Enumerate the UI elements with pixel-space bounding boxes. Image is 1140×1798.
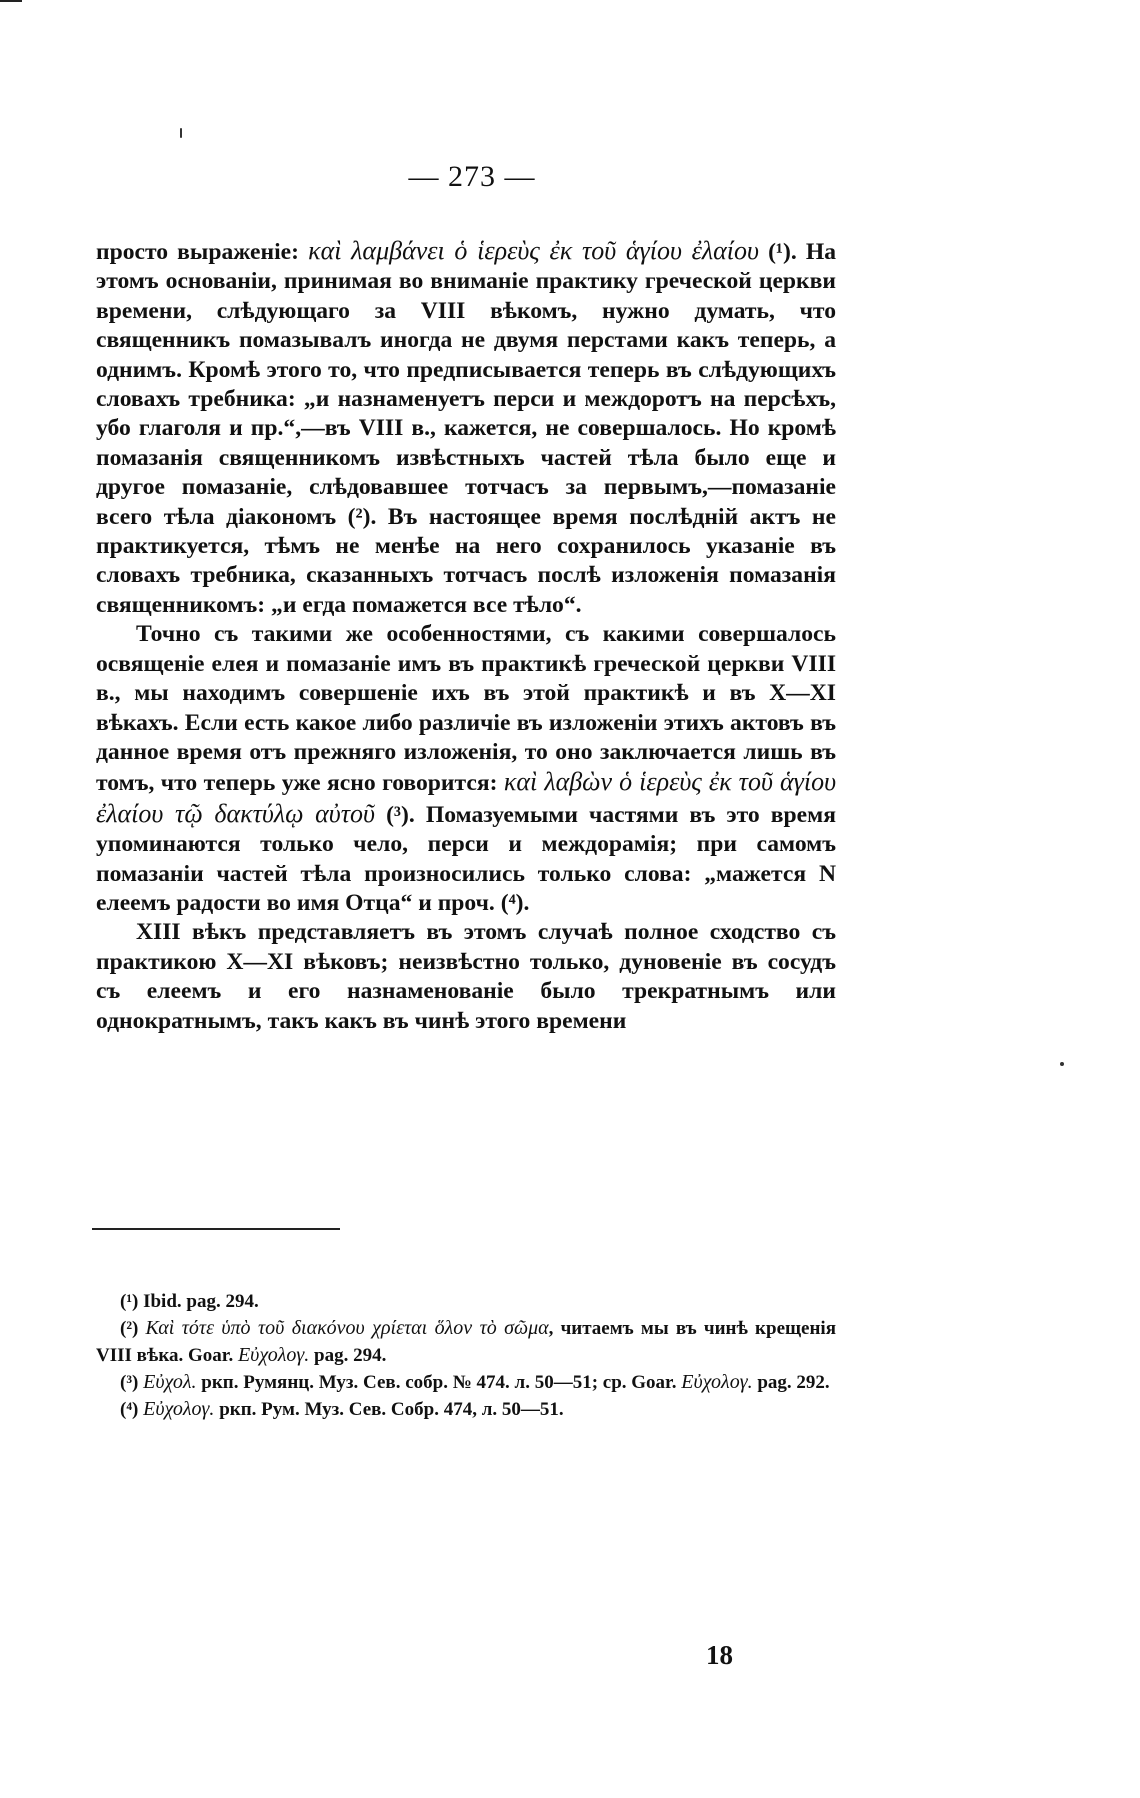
page-number: — 273 — [408,160,536,193]
signature-mark: 18 [706,1640,733,1670]
footnote [96,1369,836,1396]
text-run: просто выраженіе: [96,239,309,265]
paragraph [96,918,836,1036]
text-run: (³). Помазуемыми частями въ это время упоминаются только чело, перси и междорамія; при самомъ помазаніи частей тѣла произносились только слова: „мажется N елеемъ радости во имя Отца“ и проч. (⁴). [96,801,836,916]
text-run: (¹). На этомъ основаніи, принимая во вниманіе практику греческой церкви времени, слѣдующаго за VIII вѣкомъ, нужно думать, что священникъ помазывалъ иногда не двумя перстами какъ теперь, а однимъ. Кромѣ этого то, что предписывается теперь въ слѣдующихъ словахъ требника: „и назнаменуетъ перси и междоротъ на персѣхъ, убо глаголя и пр.“,—въ VIII в., кажется, не совершалось. Но кромѣ помазанія священникомъ извѣстныхъ частей тѣла было еще и другое помазаніе, слѣдовавшее тотчасъ за первымъ,—помазаніе всего тѣла діакономъ (²). Въ настоящее время послѣдній актъ не практикуется, тѣмъ не менѣе на него сохранилось указаніе въ словахъ требника, сказанныхъ тотчасъ послѣ изложенія помазанія священникомъ: „и егда помажется все тѣло“. [96,239,837,618]
greek-quotation: Εὐχολογ. [237,1344,310,1366]
text-run: (³) [120,1372,144,1393]
text-run: ркп. Румянц. Муз. Сев. собр. № 474. л. 50—51; ср. Goar. [196,1372,682,1393]
greek-quotation: καὶ λαμβάνει ὁ ἱερεὺς ἐκ τοῦ ἁγίου ἐλαίου [308,236,759,265]
main-text [96,236,836,1036]
scan-speck [1060,1062,1064,1066]
footnote-divider [92,1228,340,1230]
footnotes [96,1288,836,1423]
footnote [96,1288,836,1315]
text-run: (¹) Ibid. pag. 294. [120,1291,259,1312]
greek-quotation: Καὶ τότε ὑπὸ τοῦ διακόνου χρίεται ὅλον τὸ σῶμα [145,1317,549,1339]
text-run: pag. 294. [309,1345,387,1366]
greek-quotation: Εὐχολογ. [143,1398,215,1420]
text-run: XIII вѣкъ представляетъ въ этомъ случаѣ полное сходство съ практикою X—XI вѣковъ; неизвѣстно только, дуновеніе въ сосудъ съ елеемъ и его назнаменованіе было трекратнымъ или однократнымъ, такъ какъ въ чинѣ этого времени [96,919,836,1034]
greek-quotation: Εὐχολογ. [681,1371,753,1393]
text-run: ркп. Рум. Муз. Сев. Собр. 474, л. 50—51. [214,1399,564,1420]
greek-quotation: καὶ λαβὼν ὁ ἱερεὺς ἐκ τοῦ ἁγίου ἐλαίου τῷ δακτύλῳ αὐτοῦ [96,767,836,828]
scan-corner-mark [0,0,22,2]
paragraph [96,236,836,620]
text-run: (⁴) [120,1399,144,1420]
text-run: Точно съ такими же особенностями, съ какими совершалось освященіе елея и помазаніе имъ въ практикѣ греческой церкви VIII в., мы находимъ совершеніе ихъ въ этой практикѣ и въ X—XI вѣкахъ. Если есть какое либо различіе въ изложеніи этихъ актовъ въ данное время отъ прежняго изложенія, то оно заключается лишь въ томъ, что теперь уже ясно говорится: [96,621,836,797]
footnote [96,1396,836,1423]
text-run: (²) [120,1318,146,1339]
text-run: pag. 292. [752,1372,830,1393]
scan-speck [180,128,182,138]
text-run: , читаемъ мы въ чинѣ крещенія VIII вѣка. Goar. [96,1318,836,1366]
paragraph [96,620,836,918]
footnote [96,1315,836,1369]
greek-quotation: Εὐχολ. [143,1371,197,1393]
